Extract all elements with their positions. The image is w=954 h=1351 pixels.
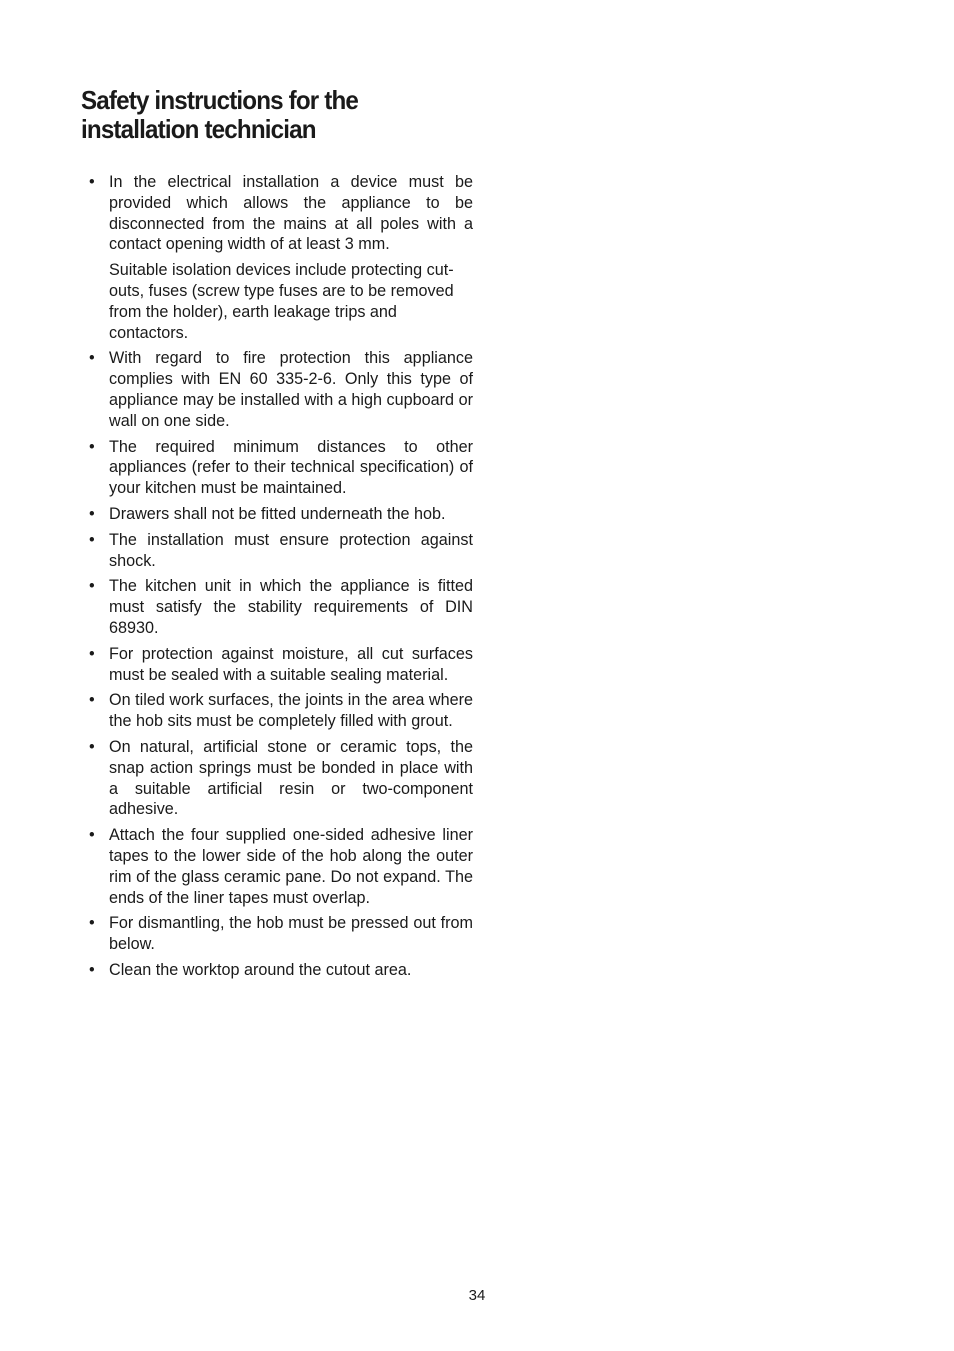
bullet-icon: • <box>89 644 95 663</box>
page-title-line-1: Safety instructions for the <box>81 85 359 115</box>
list-item <box>89 348 473 431</box>
list-item <box>89 737 473 820</box>
instructions-body <box>89 172 473 986</box>
list-item-paragraph: The kitchen unit in which the appliance is fitted must satisfy the stability requirements of DIN 68930. <box>109 577 473 637</box>
list-item <box>89 504 473 525</box>
bullet-icon: • <box>89 349 95 368</box>
list-item-paragraph: Suitable isolation devices include protecting cut-outs, fuses (screw type fuses are to be removed from the holder), earth leakage trips and contactors. <box>109 261 454 342</box>
list-item-paragraph: In the electrical installation a device must be provided which allows the appliance to be disconnected from the mains at all poles with a contact opening width of at least 3 mm. <box>109 173 473 254</box>
list-item-paragraph: On tiled work surfaces, the joints in the area where the hob sits must be completely filled with grout. <box>109 691 473 731</box>
list-item <box>89 437 473 499</box>
list-item-paragraph: For protection against moisture, all cut surfaces must be sealed with a suitable sealing material. <box>109 644 473 684</box>
list-item-paragraph: With regard to fire protection this appliance complies with EN 60 335-2-6. Only this type of appliance may be installed with a high cupboard or wall on one side. <box>109 349 473 430</box>
bullet-icon: • <box>89 914 95 933</box>
safety-instructions-list <box>89 172 473 981</box>
list-item-paragraph: The installation must ensure protection against shock. <box>109 530 473 570</box>
page-number: 34 <box>468 1287 486 1304</box>
list-item <box>89 913 473 955</box>
list-item <box>89 644 473 686</box>
list-item <box>89 172 473 343</box>
list-item-paragraph: Attach the four supplied one-sided adhesive liner tapes to the lower side of the hob along the outer rim of the glass ceramic pane. Do not expand. The ends of the liner tapes must overlap. <box>109 826 473 907</box>
bullet-icon: • <box>89 577 95 596</box>
page-title <box>81 86 472 144</box>
list-item <box>89 690 473 732</box>
bullet-icon: • <box>89 437 95 456</box>
list-item-paragraph: On natural, artificial stone or ceramic tops, the snap action springs must be bonded in place with a suitable artificial resin or two-component adhesive. <box>109 737 473 819</box>
list-item-paragraph: Drawers shall not be fitted underneath the hob. <box>109 504 446 523</box>
list-item <box>89 576 473 638</box>
bullet-icon: • <box>89 530 95 549</box>
list-item <box>89 960 473 981</box>
list-item <box>89 825 473 908</box>
bullet-icon: • <box>89 737 95 756</box>
bullet-icon: • <box>89 691 95 710</box>
bullet-icon: • <box>89 960 95 979</box>
bullet-icon: • <box>89 173 95 191</box>
page-title-line-2: installation technician <box>81 114 316 144</box>
list-item <box>89 530 473 572</box>
list-item-paragraph: For dismantling, the hob must be pressed out from below. <box>109 914 473 954</box>
list-item-paragraph: Clean the worktop around the cutout area. <box>109 960 412 979</box>
bullet-icon: • <box>89 826 95 845</box>
list-item-paragraph: The required minimum distances to other appliances (refer to their technical specification) of your kitchen must be maintained. <box>109 437 473 498</box>
bullet-icon: • <box>89 504 95 523</box>
